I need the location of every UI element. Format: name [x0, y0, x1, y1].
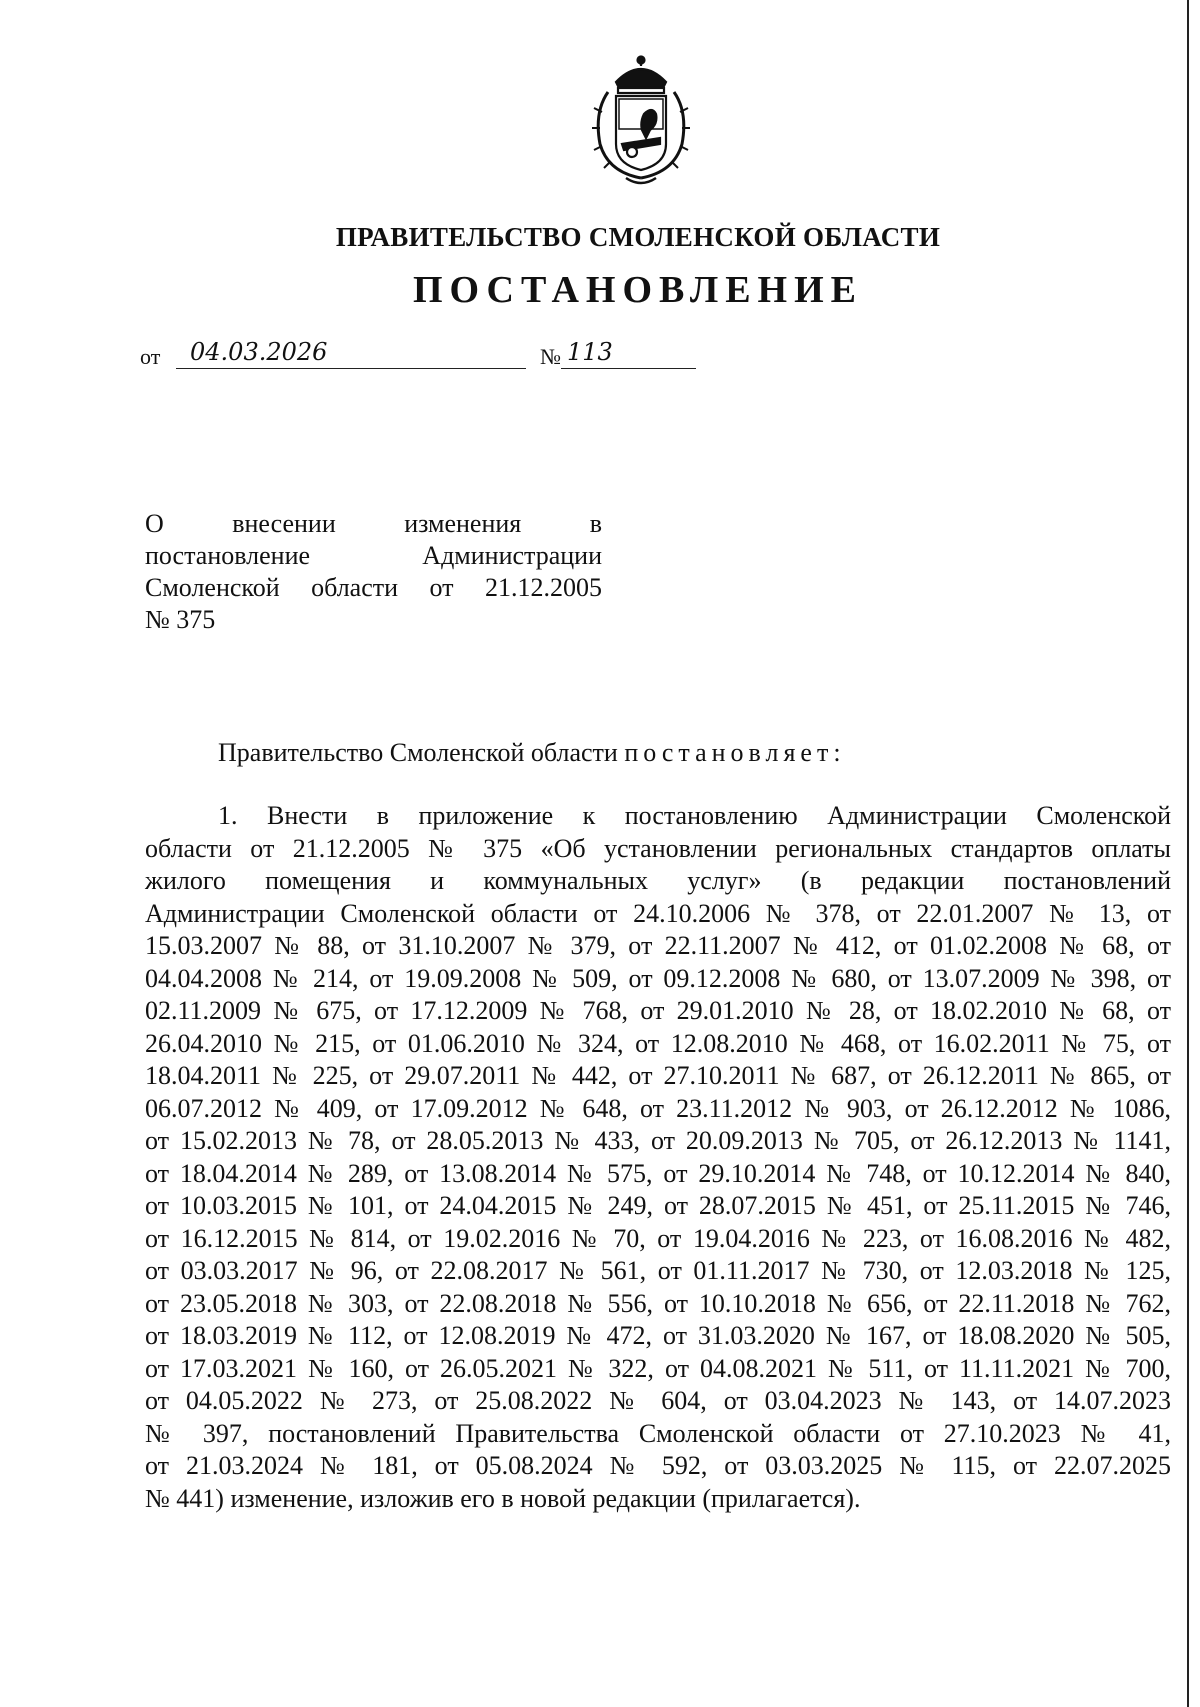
- number-prefix: №: [540, 344, 561, 369]
- preamble: [218, 738, 846, 768]
- page-edge-line: [1187, 0, 1189, 1707]
- handwritten-number: 113: [567, 338, 613, 366]
- body-line: от 21.03.2024 № 181, от 05.08.2024 № 592, от 03.03.2025 № 115, от 22.07.2025: [145, 1451, 1171, 1480]
- number-field: [561, 338, 696, 369]
- body-line: 15.03.2007 № 88, от 31.10.2007 № 379, от 22.11.2007 № 412, от 01.02.2008 № 68, от: [145, 931, 1171, 960]
- preamble-verb: постановляет:: [624, 738, 846, 767]
- body-line: от 15.02.2013 № 78, от 28.05.2013 № 433, от 20.09.2013 № 705, от 26.12.2013 № 1141,: [145, 1126, 1171, 1155]
- body-line: 04.04.2008 № 214, от 19.09.2008 № 509, от 09.12.2008 № 680, от 13.07.2009 № 398, от: [145, 963, 1171, 993]
- body-line: 1. Внести в приложение к постановлению Администрации Смоленской: [218, 801, 1171, 830]
- body-line: от 18.04.2014 № 289, от 13.08.2014 № 575, от 29.10.2014 № 748, от 10.12.2014 № 840,: [145, 1158, 1171, 1188]
- handwritten-date: 04.03.2026: [190, 338, 328, 366]
- body-line: от 17.03.2021 № 160, от 26.05.2021 № 322, от 04.08.2021 № 511, от 11.11.2021 № 700,: [145, 1353, 1171, 1383]
- subject-line: постановление Администрации: [145, 541, 602, 570]
- body-line: № 441) изменение, изложив его в новой редакции (прилагается).: [145, 1483, 861, 1513]
- body-line: Администрации Смоленской области от 24.10.2006 № 378, от 22.01.2007 № 13, от: [145, 898, 1171, 928]
- body-line: области от 21.12.2005 № 375 «Об установлении региональных стандартов оплаты: [145, 833, 1171, 863]
- body-line: 06.07.2012 № 409, от 17.09.2012 № 648, от 23.11.2012 № 903, от 26.12.2012 № 1086,: [145, 1093, 1171, 1123]
- body-line: от 10.03.2015 № 101, от 24.04.2015 № 249, от 28.07.2015 № 451, от 25.11.2015 № 746,: [145, 1191, 1171, 1220]
- body-line: от 18.03.2019 № 112, от 12.08.2019 № 472, от 31.03.2020 № 167, от 18.08.2020 № 505,: [145, 1321, 1171, 1350]
- organization-title: ПРАВИТЕЛЬСТВО СМОЛЕНСКОЙ ОБЛАСТИ: [335, 222, 941, 252]
- body-line: 18.04.2011 № 225, от 29.07.2011 № 442, от 27.10.2011 № 687, от 26.12.2011 № 865, от: [145, 1061, 1171, 1090]
- body-line: от 03.03.2017 № 96, от 22.08.2017 № 561, от 01.11.2017 № 730, от 12.03.2018 № 125,: [145, 1256, 1171, 1285]
- document-body: [145, 800, 1171, 1515]
- date-number-line: [140, 338, 613, 374]
- body-line: № 397, постановлений Правительства Смоленской области от 27.10.2023 № 41,: [145, 1418, 1171, 1448]
- date-field: [176, 338, 526, 369]
- coat-of-arms-icon: [586, 52, 696, 190]
- document-subject: [145, 508, 602, 636]
- body-line: 26.04.2010 № 215, от 01.06.2010 № 324, от 12.08.2010 № 468, от 16.02.2011 № 75, от: [145, 1028, 1171, 1058]
- body-line: от 16.12.2015 № 814, от 19.02.2016 № 70, от 19.04.2016 № 223, от 16.08.2016 № 482,: [145, 1223, 1171, 1253]
- body-line: 02.11.2009 № 675, от 17.12.2009 № 768, от 29.01.2010 № 28, от 18.02.2010 № 68, от: [145, 996, 1171, 1025]
- preamble-text: Правительство Смоленской области: [218, 738, 618, 767]
- body-line: жилого помещения и коммунальных услуг» (в редакции постановлений: [145, 866, 1171, 895]
- date-prefix: от: [140, 344, 161, 369]
- body-line: от 04.05.2022 № 273, от 25.08.2022 № 604, от 03.04.2023 № 143, от 14.07.2023: [145, 1386, 1171, 1415]
- subject-line: № 375: [145, 605, 216, 634]
- subject-line: Смоленской области от 21.12.2005: [145, 573, 602, 602]
- body-line: от 23.05.2018 № 303, от 22.08.2018 № 556, от 10.10.2018 № 656, от 22.11.2018 № 762,: [145, 1288, 1171, 1318]
- document-type-title: ПОСТАНОВЛЕНИЕ: [412, 269, 864, 311]
- subject-line: О внесении изменения в: [145, 509, 602, 538]
